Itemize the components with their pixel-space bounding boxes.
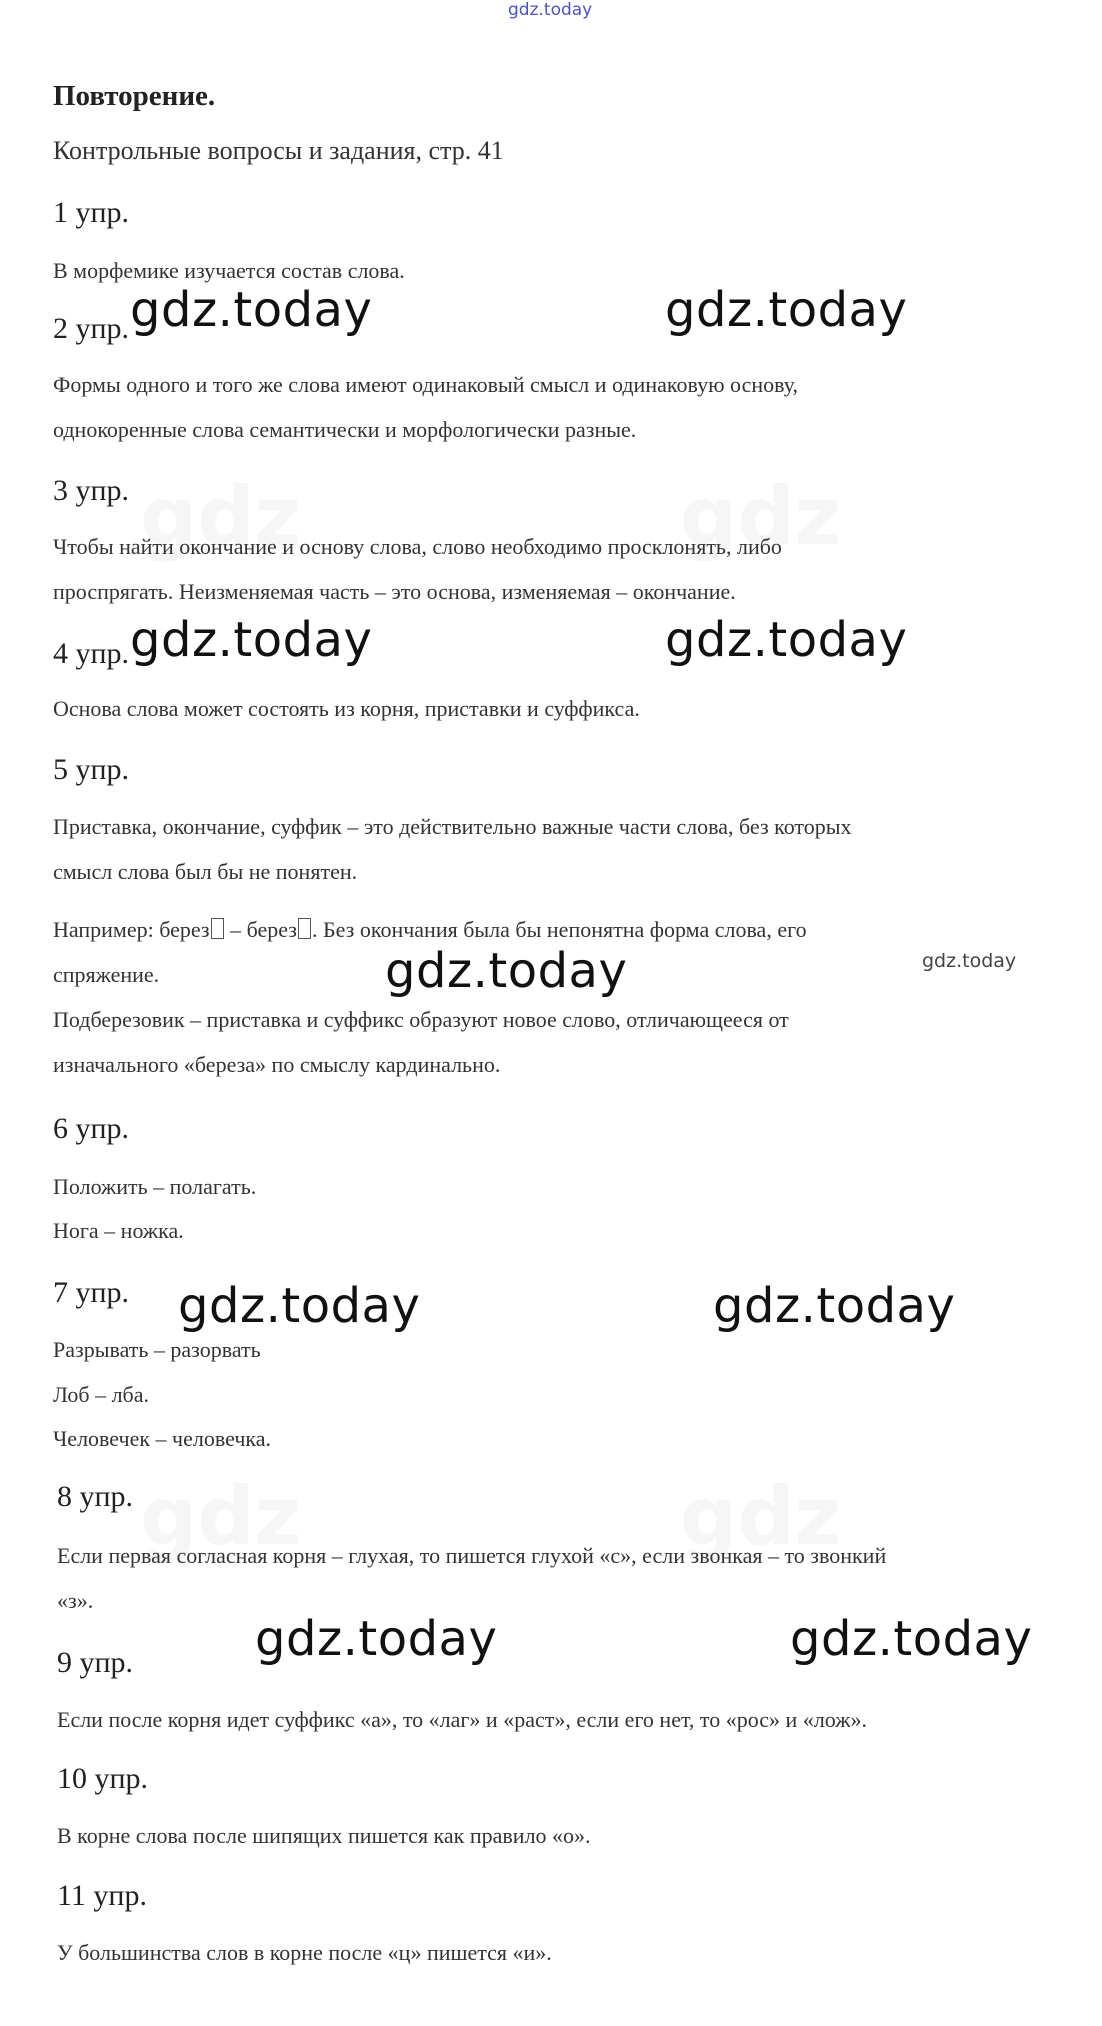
exercise-label: 10 упр.: [57, 1762, 149, 1795]
exercise-text: проспрягать. Неизменяемая часть – это основа, изменяемая – окончание.: [53, 579, 736, 604]
missing-glyph-box: [211, 918, 224, 939]
faint-watermark: gdz: [680, 1470, 842, 1563]
exercise-label: 6 упр.: [53, 1112, 130, 1145]
watermark: gdz.today: [255, 1611, 498, 1667]
faint-watermark: gdz: [680, 470, 842, 563]
top-watermark: gdz.today: [508, 0, 593, 20]
exercise-label: 11 упр.: [57, 1879, 147, 1912]
watermark: gdz.today: [665, 612, 908, 668]
exercise-text: спряжение.: [53, 962, 160, 987]
exercise-text: изначального «береза» по смыслу кардинально.: [53, 1052, 501, 1077]
exercise-text: Положить – полагать.: [53, 1174, 257, 1199]
exercise-text: Человечек – человечка.: [53, 1426, 272, 1451]
exercise-text: Если первая согласная корня – глухая, то пишется глухой «с», если звонкая – то звонкий: [57, 1543, 887, 1568]
exercise-text: Основа слова может состоять из корня, приставки и суффикса.: [53, 696, 640, 721]
exercise-label: 2 упр.: [53, 312, 130, 345]
watermark: gdz.today: [665, 282, 908, 338]
exercise-label: 3 упр.: [53, 474, 130, 507]
exercise-text: В морфемике изучается состав слова.: [53, 258, 405, 283]
exercise-text: Разрывать – разорвать: [53, 1337, 261, 1362]
exercise-label: 7 упр.: [53, 1276, 130, 1309]
page-subtitle: Контрольные вопросы и задания, стр. 41: [53, 136, 504, 165]
faint-watermark: gdz: [140, 470, 302, 563]
watermark: gdz.today: [790, 1611, 1033, 1667]
exercise-text: Приставка, окончание, суффик – это действительно важные части слова, без которых: [53, 814, 852, 839]
watermark: gdz.today: [713, 1278, 956, 1334]
watermark: gdz.today: [130, 612, 373, 668]
exercise-text: Формы одного и того же слова имеют одинаковый смысл и одинаковую основу,: [53, 372, 799, 397]
exercise-text: смысл слова был бы не понятен.: [53, 859, 358, 884]
missing-glyph-box: [298, 918, 311, 939]
exercise-label: 5 упр.: [53, 753, 130, 786]
page-title: Повторение.: [53, 80, 216, 112]
exercise-text: Лоб – лба.: [53, 1382, 150, 1407]
example-text: . Без окончания была бы непонятна форма слова, его: [312, 917, 807, 942]
watermark: gdz.today: [130, 282, 373, 338]
exercise-text: «з».: [57, 1588, 94, 1613]
watermark: gdz.today: [178, 1278, 421, 1334]
exercise-label: 1 упр.: [53, 196, 130, 229]
watermark: gdz.today: [385, 943, 628, 999]
exercise-text: Подберезовик – приставка и суффикс образуют новое слово, отличающееся от: [53, 1007, 789, 1032]
exercise-text: В корне слова после шипящих пишется как правило «о».: [57, 1823, 591, 1848]
watermark-small: gdz.today: [922, 950, 1017, 972]
exercise-text: Если после корня идет суффикс «а», то «лаг» и «раст», если его нет, то «рос» и «лож».: [57, 1707, 867, 1732]
faint-watermark: gdz: [140, 1470, 302, 1563]
example-text: – берез: [224, 917, 298, 942]
exercise-label: 8 упр.: [57, 1480, 134, 1513]
exercise-text: Чтобы найти окончание и основу слова, слово необходимо просклонять, либо: [53, 534, 782, 559]
exercise-label: 9 упр.: [57, 1646, 134, 1679]
exercise-text: У большинства слов в корне после «ц» пишется «и».: [57, 1940, 552, 1965]
exercise-text: Нога – ножка.: [53, 1218, 184, 1243]
exercise-label: 4 упр.: [53, 637, 130, 670]
example-text: Например: берез: [53, 917, 210, 942]
exercise-text: однокоренные слова семантически и морфологически разные.: [53, 417, 637, 442]
